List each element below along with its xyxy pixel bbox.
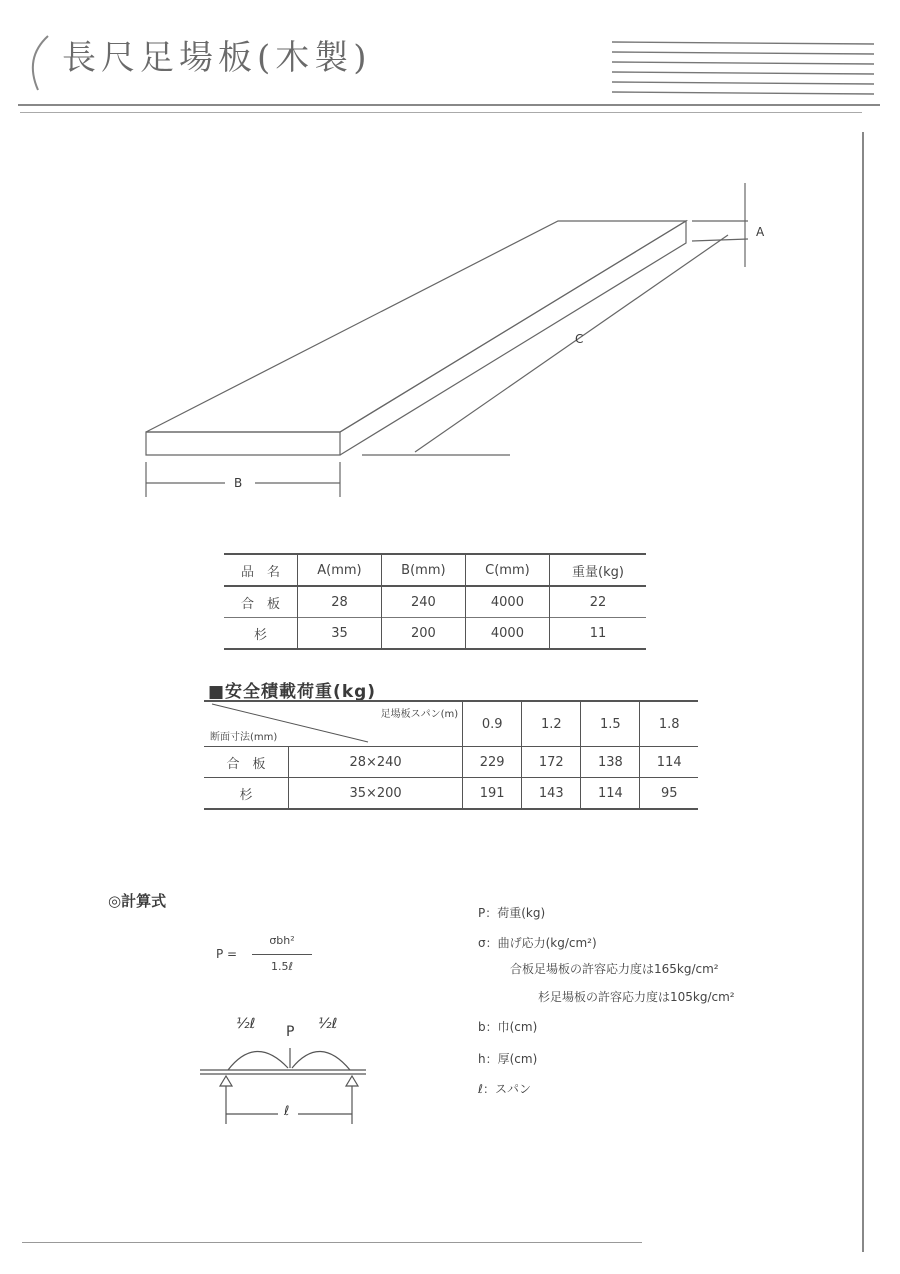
legend-item: 杉足場板の許容応力度は105kg/cm² <box>538 990 735 1004</box>
table-cell: 杉 <box>204 778 289 810</box>
beam-right-label: ½ℓ <box>318 1016 338 1032</box>
calc-heading: ◎計算式 <box>108 892 167 910</box>
span-header-cell: 0.9 <box>463 701 522 747</box>
dimension-label-b: B <box>234 476 243 490</box>
table-cell: 22 <box>550 586 646 618</box>
legend-item: ℓ：スパン <box>478 1082 531 1096</box>
table-header-cell: 重量(kg) <box>550 554 646 586</box>
table-header-cell: C(mm) <box>465 554 549 586</box>
table-cell: 229 <box>463 747 522 778</box>
table-cell: 35 <box>298 618 382 650</box>
legend-item: 合板足場板の許容応力度は165kg/cm² <box>510 962 719 976</box>
table-cell: 172 <box>522 747 581 778</box>
legend-item: b：巾(cm) <box>478 1020 538 1034</box>
table-cell: 240 <box>381 586 465 618</box>
table-cell: 28×240 <box>289 747 463 778</box>
header-inner-rule <box>20 112 862 113</box>
table-cell: 95 <box>640 778 698 810</box>
table-cell: 11 <box>550 618 646 650</box>
table-cell: 合 板 <box>204 747 289 778</box>
beam-left-label: ½ℓ <box>236 1016 256 1032</box>
footer-rule <box>22 1242 642 1243</box>
table-header-cell: 品 名 <box>224 554 298 586</box>
table-cell: 合 板 <box>224 586 298 618</box>
table-header-cell: A(mm) <box>298 554 382 586</box>
board-diagram <box>130 175 790 510</box>
load-table-title: ■安全積載荷重(kg) <box>208 682 377 702</box>
section-axis-label: 断面寸法(mm) <box>210 732 278 743</box>
formula-numerator: σbh² <box>269 934 295 947</box>
table-cell: 杉 <box>224 618 298 650</box>
dimension-table <box>224 553 646 650</box>
table-cell: 35×200 <box>289 778 463 810</box>
table-cell: 200 <box>381 618 465 650</box>
page-title: 長尺足場板(木製) <box>62 38 372 78</box>
formula-denominator: 1.5ℓ <box>270 960 294 973</box>
span-header-cell: 1.8 <box>640 701 698 747</box>
beam-load-label: P <box>286 1024 295 1040</box>
span-header-cell: 1.2 <box>522 701 581 747</box>
table-row <box>224 618 646 650</box>
dimension-label-a: A <box>756 225 765 239</box>
header-rule <box>18 104 880 106</box>
table-cell: 138 <box>581 747 640 778</box>
table-cell: 191 <box>463 778 522 810</box>
corner-header-cell <box>204 701 463 747</box>
table-header-row <box>224 554 646 586</box>
legend-item: h：厚(cm) <box>478 1052 538 1066</box>
table-header-cell: B(mm) <box>381 554 465 586</box>
table-cell: 114 <box>640 747 698 778</box>
span-header-cell: 1.5 <box>581 701 640 747</box>
title-bracket <box>18 28 88 108</box>
beam-span-label: ℓ <box>284 1104 290 1119</box>
fraction-bar <box>252 954 312 955</box>
dimension-label-c: C <box>575 332 584 346</box>
table-cell: 143 <box>522 778 581 810</box>
header-decoration-lines <box>612 36 877 106</box>
load-table <box>204 700 698 810</box>
table-header-row <box>204 701 698 747</box>
legend-item: σ：曲げ応力(kg/cm²) <box>478 936 597 950</box>
right-margin-rule <box>862 132 864 1252</box>
table-cell: 4000 <box>465 618 549 650</box>
table-row <box>224 586 646 618</box>
table-cell: 4000 <box>465 586 549 618</box>
table-cell: 28 <box>298 586 382 618</box>
span-axis-label: 足場板スパン(m) <box>380 709 459 720</box>
legend-item: P：荷重(kg) <box>478 906 546 920</box>
load-formula <box>216 934 326 978</box>
table-row <box>204 778 698 810</box>
formula-lhs: P = <box>216 947 238 961</box>
table-cell: 114 <box>581 778 640 810</box>
table-row <box>204 747 698 778</box>
